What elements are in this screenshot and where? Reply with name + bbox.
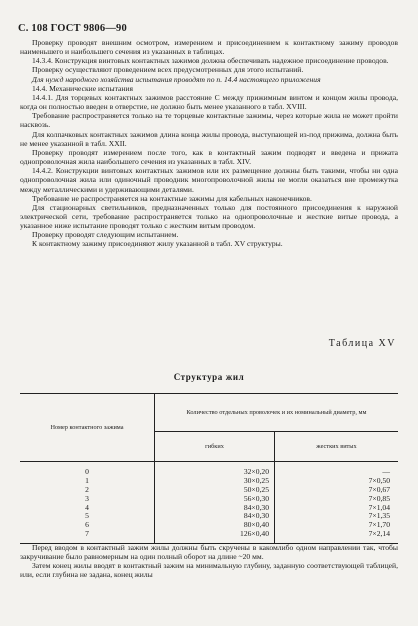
table-title: Структура жил <box>173 372 245 382</box>
paragraph: 14.4.1. Для торцевых контактных зажимов расстояние С между прижимным винтом и концом жилы провода, когда он полностью введен в отверстие, не должно быть менее указанного в табл. XVIII. <box>20 92 398 112</box>
column-header-rigid: жестких витых <box>316 443 357 450</box>
table-row <box>20 477 398 486</box>
terminal-number-cell: 1 <box>85 475 89 485</box>
terminal-number-cell: 5 <box>85 511 89 521</box>
terminal-number-cell: 2 <box>85 484 89 494</box>
paragraph: К контактному зажиму присоединяют жилу указанной в табл. XV структуры. <box>32 239 283 249</box>
terminal-number-cell: 0 <box>85 467 89 476</box>
flexible-cell: 84×0,30 <box>243 502 269 512</box>
table-row <box>20 530 398 539</box>
rigid-cell: 7×1,35 <box>368 511 390 521</box>
column-header-terminal-number: Номер контактного зажима <box>20 394 155 461</box>
table-row <box>20 486 398 495</box>
flexible-cell: 50×0,25 <box>243 484 269 494</box>
rigid-cell: 7×2,14 <box>368 529 390 539</box>
paragraph: Требование не распространяется на контактные зажимы для кабельных наконечников. <box>32 193 312 203</box>
paragraph: Для нужд народного хозяйства испытания проводят по п. 14.4 настоящего приложения <box>32 74 321 84</box>
rigid-cell: 7×1,04 <box>368 502 390 512</box>
paragraph: Для колпачковых контактных зажимов длина конца жилы провода, выступающей из-под прижима, должна быть не менее указанной в табл. XXII. <box>20 129 398 148</box>
paragraph: Проверку проводят следующим испытанием. <box>32 230 179 240</box>
paragraph: 14.3.4. Конструкция винтовых контактных зажимов должна обеспечивать надежное присоединение проводов. <box>32 56 389 66</box>
terminal-number-cell: 7 <box>85 529 89 539</box>
rigid-cell: 7×0,85 <box>368 493 390 503</box>
data-table <box>20 393 398 544</box>
flexible-cell: 80×0,40 <box>243 520 269 530</box>
body-text <box>20 38 398 249</box>
table-row <box>20 504 398 513</box>
terminal-number-cell: 3 <box>85 493 89 503</box>
table-header <box>20 394 398 462</box>
page-header: С. 108 ГОСТ 9806—90 <box>18 23 127 34</box>
rigid-cell: 7×1,70 <box>368 520 390 530</box>
flexible-cell: 32×0,20 <box>243 467 269 476</box>
table-caption: Таблица XV <box>328 338 396 349</box>
paragraph: Проверку осуществляют проведением всех предусмотренных для этого испытаний. <box>32 65 304 75</box>
paragraph: 14.4. Механические испытания <box>32 83 133 93</box>
table-row <box>20 512 398 521</box>
table-row <box>20 521 398 530</box>
flexible-cell: 30×0,25 <box>243 475 269 485</box>
paragraph: 14.4.2. Конструкции винтовых контактных зажимов или их размещение должны быть такими, чтобы ни одна однопроволочная жила или одиночный проводник многопроволочной жилы не могли оказаться вне промежутка между металлическими и удерживающими деталями. <box>20 166 398 194</box>
column-group-header: Количество отдельных проволочек и их номинальный диаметр, мм <box>155 394 398 432</box>
table-row <box>20 468 398 477</box>
flexible-cell: 84×0,30 <box>243 511 269 521</box>
paragraph: Затем конец жилы вводят в контактный зажим на минимальную глубину, заданную соответствующей таблицей, или, если глубина не задана, конец жилы <box>20 561 398 580</box>
rigid-cell: 7×0,50 <box>368 475 390 485</box>
paragraph: Перед вводом в контактный зажим жилы должны быть скручены в какомлибо одном направлении так, чтобы закручивание было равномерным на один полный оборот на длине ~20 мм. <box>20 543 398 562</box>
column-header-flexible: гибких <box>155 432 275 461</box>
paragraph: Проверку проводят внешним осмотром, измерением и присоединением к контактному зажиму проводов наименьшего и наибольшего сечения из указанных в таблицах. <box>20 38 398 57</box>
terminal-number-cell: 6 <box>85 520 89 530</box>
table-row <box>20 495 398 504</box>
table-body <box>20 462 398 543</box>
paragraph: Для стационарных светильников, предназначенных только для постоянного присоединения к наружной электрической сети, требование распространяется только на однопроволочные и жесткие витые провода, а указанное ниже испытание проводят только с жестким витым проводом. <box>20 202 398 231</box>
terminal-number-cell: 4 <box>85 502 89 512</box>
paragraph: Проверку проводят измерением после того, как в контактный зажим подводят и введена и прижата однопроволочная жила наибольшего сечения из указанных в табл. XIV. <box>20 147 398 167</box>
flexible-cell: 56×0,30 <box>243 493 269 503</box>
rigid-cell: — <box>382 467 390 476</box>
body-text-continued <box>20 543 398 580</box>
paragraph: Требование распространяется только на те торцевые контактные зажимы, через которые жила не может пройти насквозь. <box>20 111 398 130</box>
rigid-cell: 7×0,67 <box>368 484 390 494</box>
flexible-cell: 126×0,40 <box>240 529 269 539</box>
